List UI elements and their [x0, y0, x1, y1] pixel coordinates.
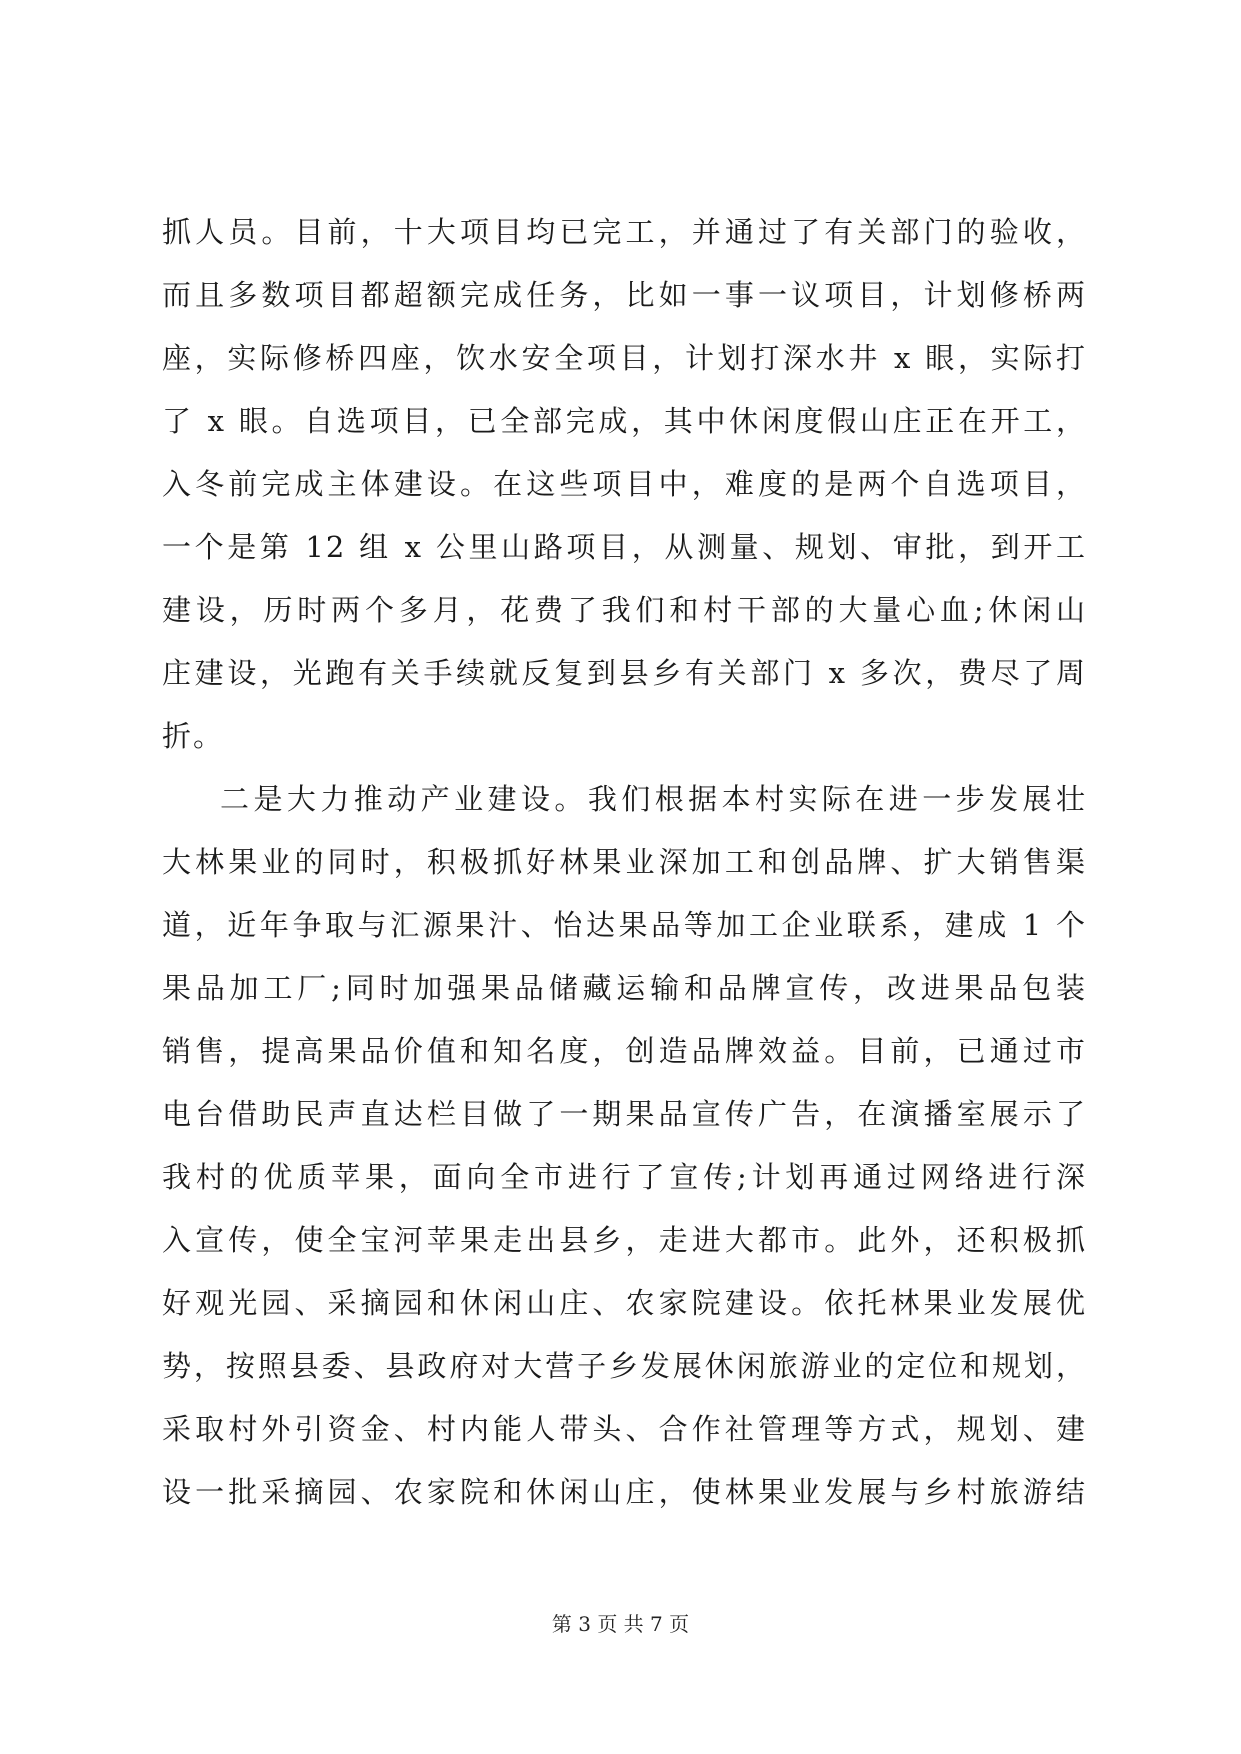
text-line: 销售，提高果品价值和知名度，创造品牌效益。目前，已通过市 [162, 1034, 1087, 1068]
text-line: 建设，历时两个多月，花费了我们和村干部的大量心血;休闲山 [162, 593, 1087, 627]
page-number-footer: 第 3 页 共 7 页 [551, 1612, 690, 1636]
text-line: 好观光园、采摘园和休闲山庄、农家院建设。依托林果业发展优 [162, 1286, 1087, 1320]
text-line: 大林果业的同时，积极抓好林果业深加工和创品牌、扩大销售渠 [162, 845, 1087, 879]
text-line: 设一批采摘园、农家院和休闲山庄，使林果业发展与乡村旅游结 [162, 1475, 1087, 1509]
text-line: 势，按照县委、县政府对大营子乡发展休闲旅游业的定位和规划， [162, 1349, 1087, 1383]
text-line: 庄建设，光跑有关手续就反复到县乡有关部门 x 多次，费尽了周 [162, 656, 1087, 690]
text-line: 了 x 眼。自选项目，已全部完成，其中休闲度假山庄正在开工， [162, 404, 1087, 438]
text-line: 电台借助民声直达栏目做了一期果品宣传广告，在演播室展示了 [162, 1097, 1087, 1131]
text-line: 抓人员。目前，十大项目均已完工，并通过了有关部门的验收， [162, 215, 1087, 249]
text-line: 道，近年争取与汇源果汁、怡达果品等加工企业联系，建成 1 个 [162, 908, 1087, 942]
text-line: 入冬前完成主体建设。在这些项目中，难度的是两个自选项目， [162, 467, 1087, 501]
text-line: 采取村外引资金、村内能人带头、合作社管理等方式，规划、建 [162, 1412, 1087, 1446]
document-body [162, 201, 1087, 1524]
text-line: 二是大力推动产业建设。我们根据本村实际在进一步发展壮 [220, 782, 1087, 816]
paragraph-2 [162, 768, 1087, 1524]
text-line: 果品加工厂;同时加强果品储藏运输和品牌宣传，改进果品包装 [162, 971, 1087, 1005]
text-line: 一个是第 12 组 x 公里山路项目，从测量、规划、审批，到开工 [162, 530, 1087, 564]
text-line: 折。 [162, 719, 225, 753]
paragraph-1 [162, 201, 1087, 768]
text-line: 入宣传，使全宝河苹果走出县乡，走进大都市。此外，还积极抓 [162, 1223, 1087, 1257]
text-line: 我村的优质苹果，面向全市进行了宣传;计划再通过网络进行深 [162, 1160, 1087, 1194]
text-line: 座，实际修桥四座，饮水安全项目，计划打深水井 x 眼，实际打 [162, 341, 1087, 375]
text-line: 而且多数项目都超额完成任务，比如一事一议项目，计划修桥两 [162, 278, 1087, 312]
